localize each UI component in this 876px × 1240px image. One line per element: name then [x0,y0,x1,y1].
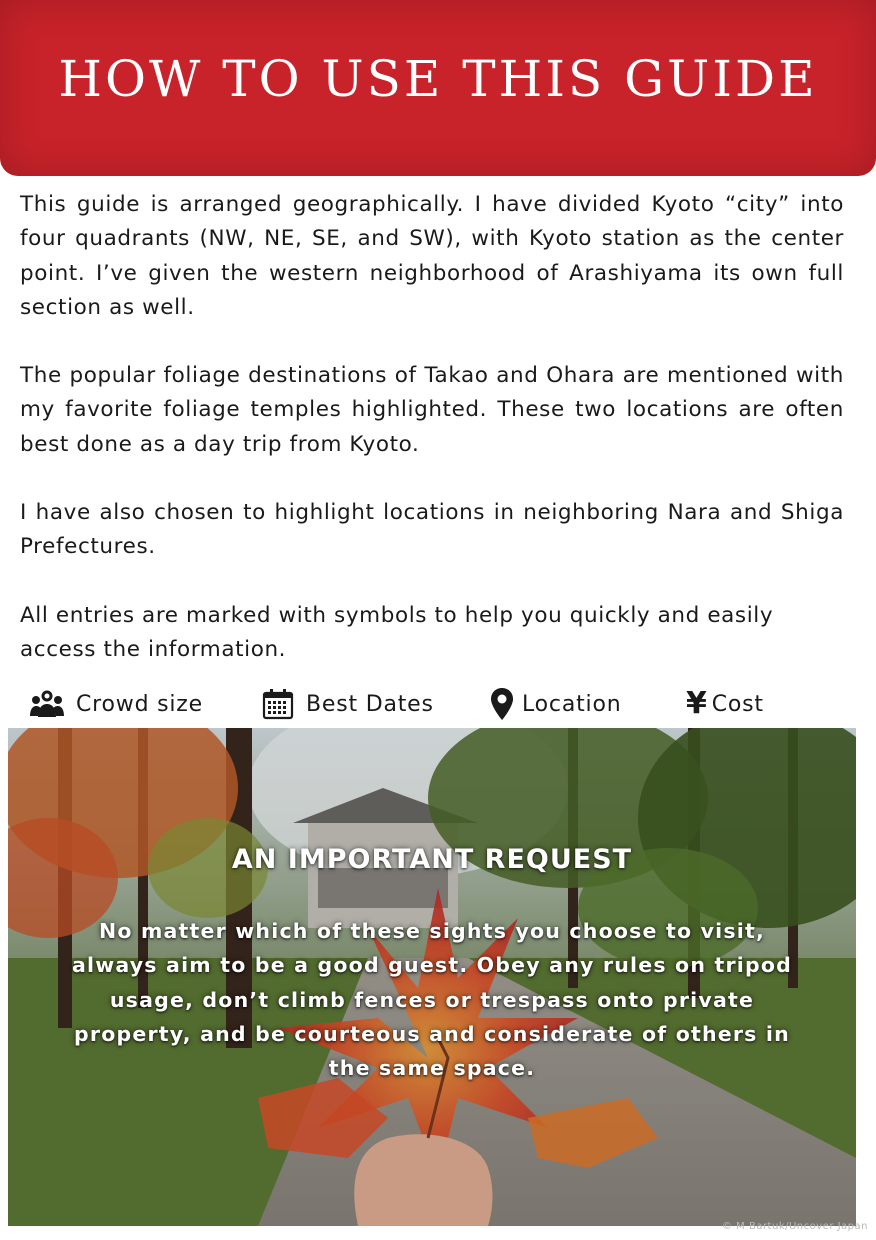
legend-label: Crowd size [76,691,203,717]
legend-location [490,684,621,724]
legend-label: Cost [711,691,764,717]
photo-credit: © M Bartuk/Uncover Japan [721,1221,868,1232]
request-body: No matter which of these sights you choose to visit, always aim to be a good guest. Obey any rules on tripod usage, don’t climb fences or trespass onto private property, and be courteous and considerate of others in the same space. [71,919,793,1081]
intro-paragraph: All entries are marked with symbols to help you quickly and easily access the information. [20,602,774,662]
intro-paragraph: This guide is arranged geographically. I have divided Kyoto “city” into four quadrants (NW, NE, SE, and SW), with Kyoto station as the center point. I’ve given the western neighborhood of Arashiyama its own full section as well. [20,192,844,320]
page-title: HOW TO USE THIS GUIDE [58,50,818,108]
foliage-photo [8,728,856,1226]
intro-paragraph: The popular foliage destinations of Takao and Ohara are mentioned with my favorite foliage temples highlighted. These two locations are often best done as a day trip from Kyoto. [20,363,844,457]
yen-icon: ¥ [686,686,708,721]
intro-text [20,188,844,667]
legend-label: Location [522,691,622,717]
header-banner [0,0,876,176]
legend-dates [262,684,434,724]
location-pin-icon [490,687,514,721]
symbol-legend [0,684,876,724]
request-title: AN IMPORTANT REQUEST [231,844,633,875]
legend-label: Best Dates [306,691,434,717]
intro-paragraph: I have also chosen to highlight locations in neighboring Nara and Shiga Prefectures. [20,500,844,560]
legend-cost [686,684,764,724]
calendar-icon [262,688,294,720]
crowd-icon [30,689,64,719]
legend-crowd [30,684,203,724]
